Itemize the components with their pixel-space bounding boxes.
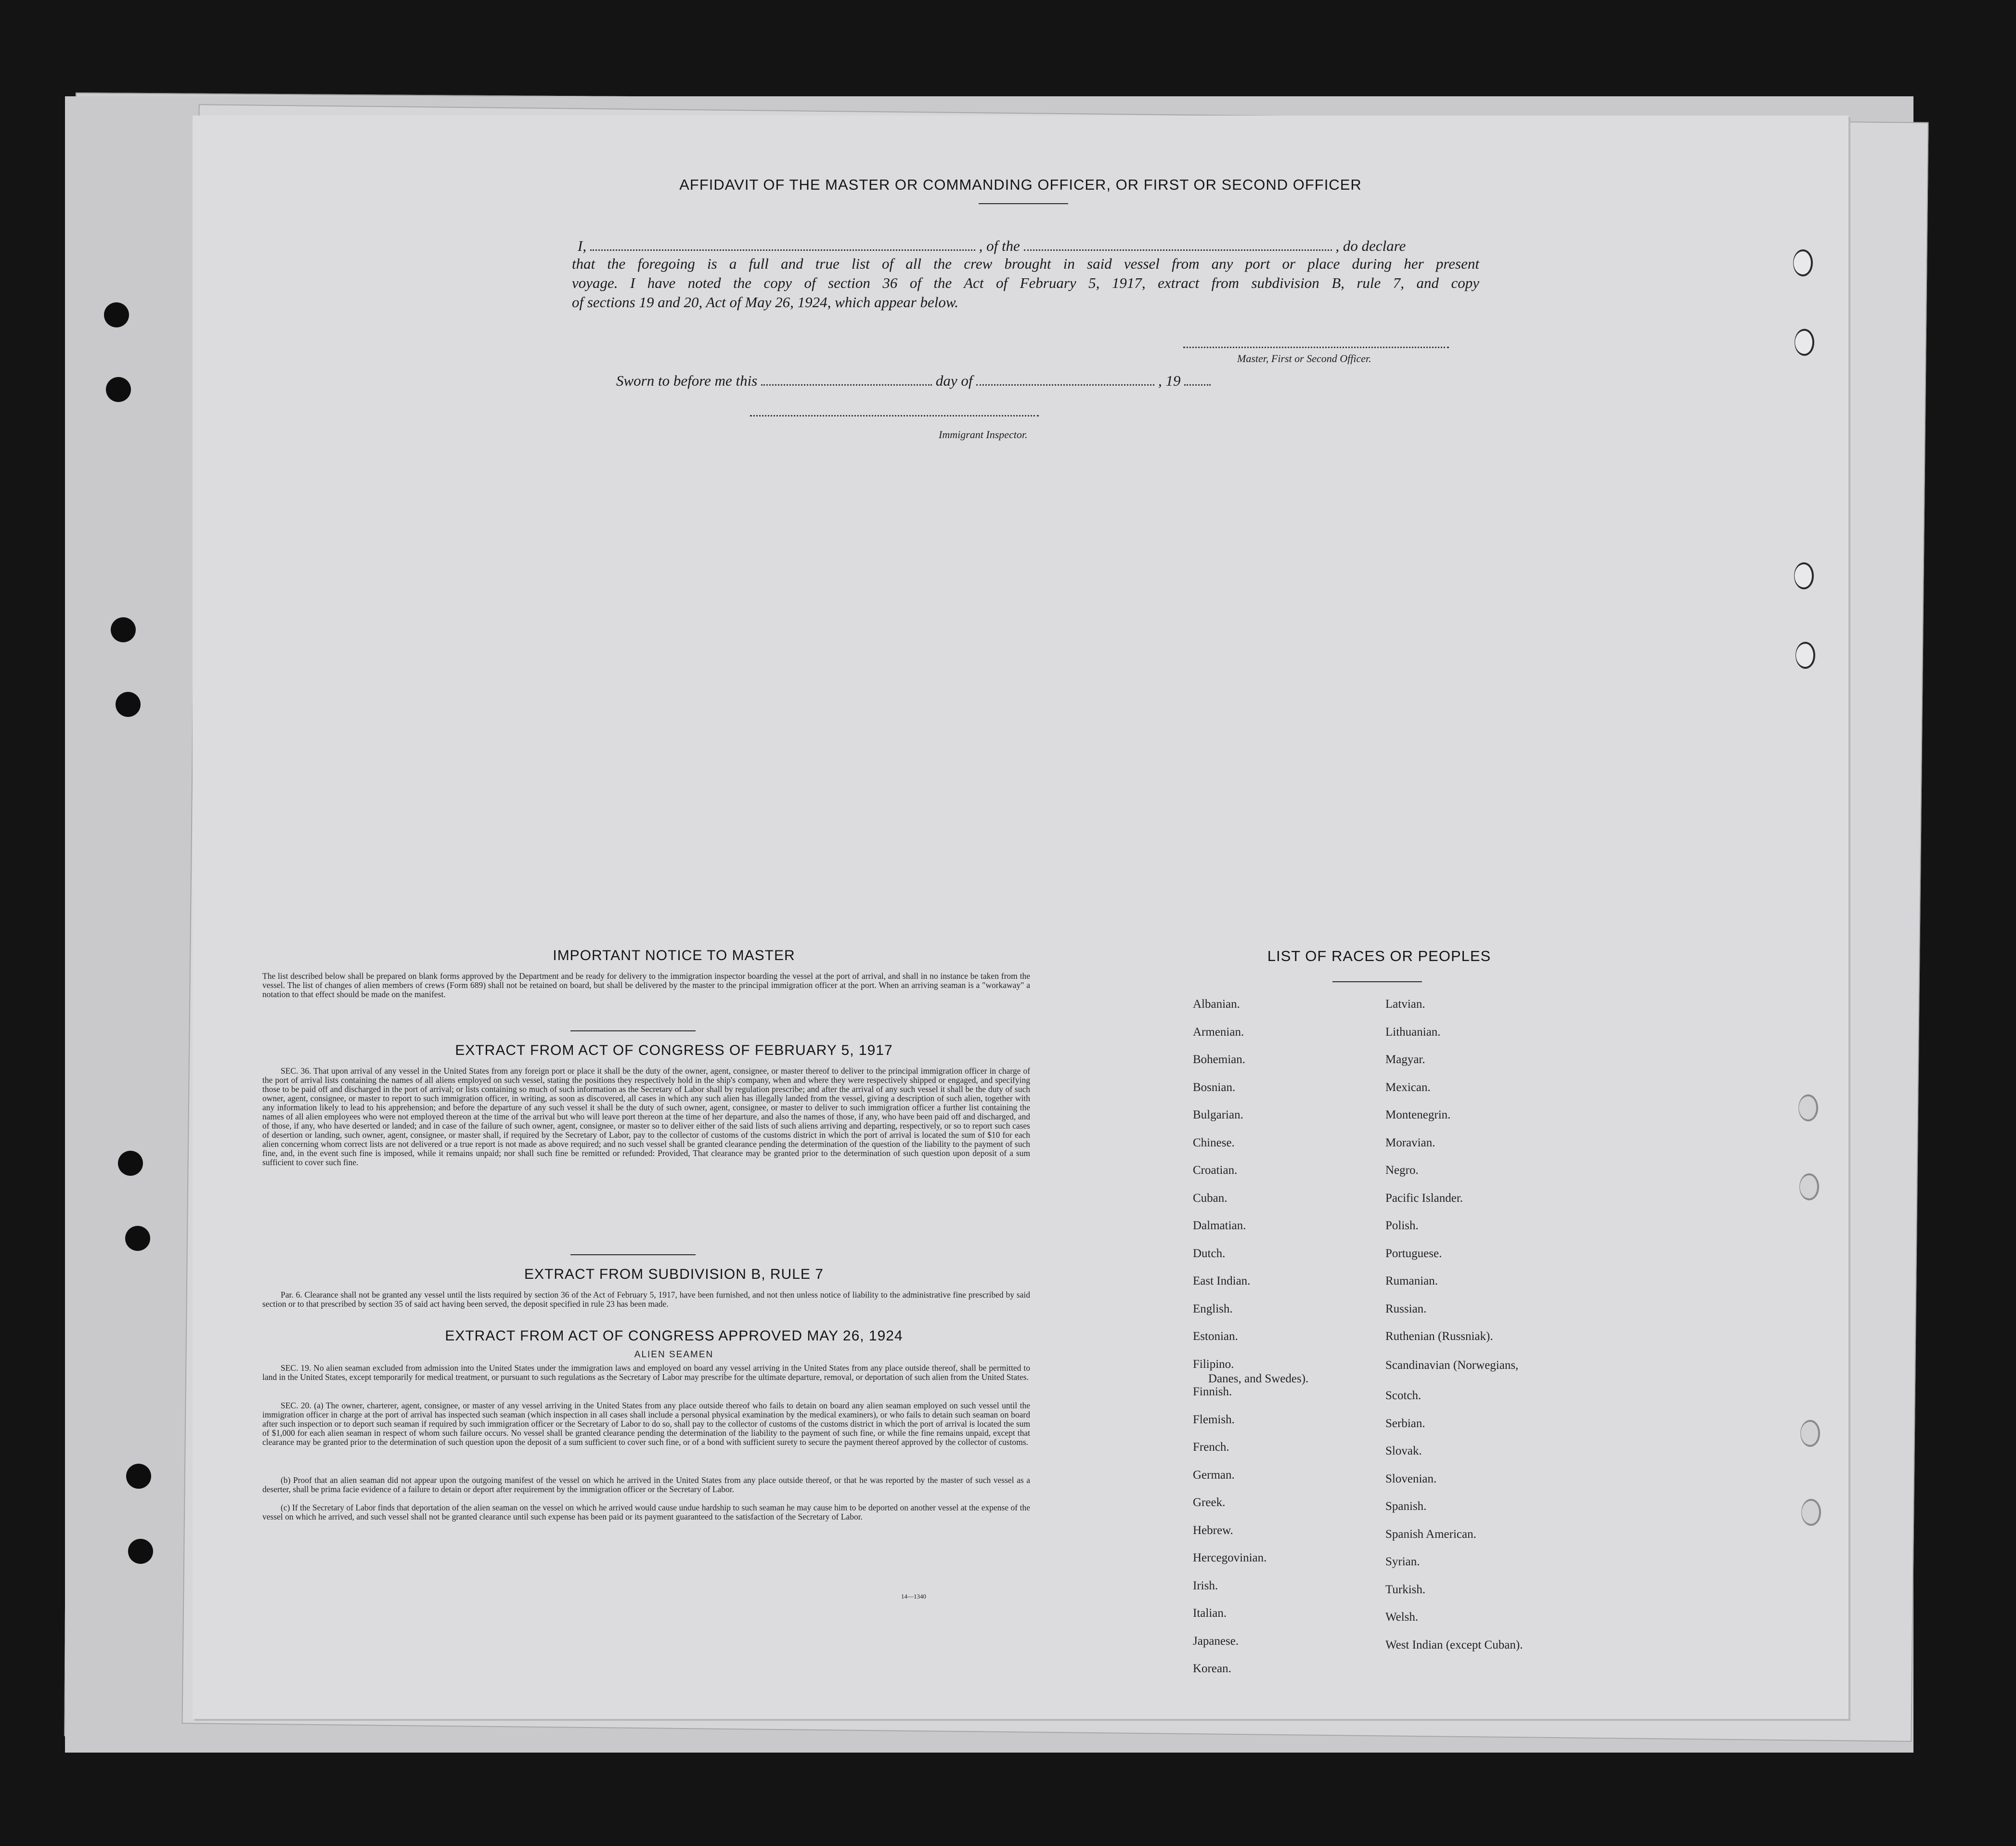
- race-item: Irish.: [1193, 1579, 1218, 1592]
- punch-hole: [111, 617, 136, 642]
- race-item: Mexican.: [1385, 1080, 1431, 1094]
- affidavit-page: [193, 116, 1848, 1719]
- race-item: Croatian.: [1193, 1164, 1238, 1177]
- affidavit-line4: of sections 19 and 20, Act of May 26, 1924, which appear below.: [572, 294, 959, 311]
- race-item: Moravian.: [1385, 1136, 1435, 1149]
- sec20a-body: SEC. 20. (a) The owner, charterer, agent, consignee, or master of any vessel arriving in the United States from any place outside thereof who fails to detain on board any alien seaman employed on such vessel until the immigration officer in charge at the port of arrival has inspected such seaman (which inspection in all cases shall include a personal physical examination by the medical examiners), or who fails to detain such seaman on board after such inspection or to deport such seaman if required by such immigration officer or the Secretary of Labor to do so, shall pay to the collector of customs of the customs district in which the port of arrival is located the sum of $1,000 for each alien seaman in respect of whom such failure occurs. No vessel shall be granted clearance pending the determination of the liability to the payment of such fine, or while the fine remains unpaid, except that clearance may be granted prior to the determination of such question upon the deposit of a sum sufficient to cover such fine, or of a bond with sufficient surety to secure the payment thereof approved by the collector of customs.: [262, 1401, 1030, 1447]
- officer-name-blank[interactable]: [590, 236, 975, 251]
- race-item: Spanish.: [1385, 1500, 1427, 1513]
- punch-hole: [126, 1464, 151, 1489]
- extract-rule7-title: EXTRACT FROM SUBDIVISION B, RULE 7: [524, 1266, 824, 1282]
- punch-hole: [104, 302, 129, 327]
- race-item: Magyar.: [1385, 1053, 1425, 1066]
- race-item: German.: [1193, 1468, 1235, 1482]
- race-item: Filipino.: [1193, 1357, 1234, 1371]
- affidavit-i-label: I,: [578, 237, 587, 254]
- punch-hole: [1794, 562, 1814, 589]
- punch-hole: [118, 1151, 143, 1176]
- race-item: Finnish.: [1193, 1385, 1232, 1398]
- punch-hole: [1800, 1420, 1820, 1447]
- sec20c-body: (c) If the Secretary of Labor finds that deportation of the alien seaman on the vessel on which he arrived would cause undue hardship to such seaman he may cause him to be deported on another vessel at the expense of the vessel on which he arrived, and such vessel shall not be granted clearance until such expense has been paid or its payment guaranteed to the satisfaction of the Secretary of Labor.: [262, 1503, 1030, 1521]
- race-item: Armenian.: [1193, 1025, 1244, 1039]
- affidavit-of-the-label: , of the: [979, 237, 1020, 254]
- race-item: Scotch.: [1385, 1389, 1422, 1402]
- sworn-month-blank[interactable]: [976, 371, 1154, 386]
- notice-body: The list described below shall be prepared on blank forms approved by the Department and be ready for delivery to the immigration inspector boarding the vessel at the port of arrival, and shall in no instance be taken from the vessel. The list of changes of alien members of crews (Form 689) shall not be retained on board, but shall be delivered by the master to the principal immigration officer at the port. When an arriving seaman is a "workaway" a notation to that effect should be made on the manifest.: [262, 971, 1030, 999]
- affidavit-line2: that the foregoing is a full and true list of all the crew brought in said vessel from any port or place during her present: [572, 255, 1479, 272]
- day-of-label: day of: [935, 372, 973, 389]
- race-item: Scandinavian (Norwegians,: [1385, 1358, 1519, 1372]
- punch-hole: [1795, 329, 1814, 356]
- sworn-line: [616, 371, 1211, 390]
- punch-hole: [128, 1539, 153, 1564]
- year-label: , 19: [1158, 372, 1181, 389]
- punch-hole: [1801, 1499, 1821, 1526]
- race-item: Slovenian.: [1385, 1472, 1437, 1485]
- vessel-name-blank[interactable]: [1024, 236, 1332, 251]
- race-item: Welsh.: [1385, 1611, 1419, 1624]
- race-item: Albanian.: [1193, 998, 1240, 1011]
- punch-hole: [1796, 642, 1815, 669]
- sec20b-body: (b) Proof that an alien seaman did not appear upon the outgoing manifest of the vessel on which he arrived in the United States from any place outside thereof, or that he was reported by the master of such vessel as a deserter, shall be prima facie evidence of a failure to detain or deport after requirement by the immigration officer or the Secretary of Labor.: [262, 1475, 1030, 1494]
- race-item: Latvian.: [1385, 998, 1425, 1011]
- notice-title: IMPORTANT NOTICE TO MASTER: [553, 948, 795, 963]
- race-item: East Indian.: [1193, 1274, 1251, 1287]
- sworn-day-blank[interactable]: [761, 371, 932, 386]
- title-rule: [979, 203, 1068, 204]
- race-item: English.: [1193, 1302, 1233, 1315]
- race-item: Portuguese.: [1385, 1247, 1442, 1260]
- race-item: West Indian (except Cuban).: [1385, 1638, 1523, 1651]
- punch-hole: [106, 377, 131, 402]
- race-item: Rumanian.: [1385, 1274, 1438, 1287]
- punch-hole: [1799, 1173, 1819, 1200]
- punch-hole: [125, 1226, 150, 1251]
- race-item: Dalmatian.: [1193, 1219, 1246, 1232]
- race-item: Flemish.: [1193, 1413, 1235, 1426]
- race-item: Montenegrin.: [1385, 1108, 1451, 1121]
- race-item: Italian.: [1193, 1607, 1227, 1620]
- race-item: Dutch.: [1193, 1247, 1226, 1260]
- race-item: Korean.: [1193, 1662, 1231, 1675]
- punch-hole: [1798, 1094, 1818, 1121]
- extract-1917-title: EXTRACT FROM ACT OF CONGRESS OF FEBRUARY 5, 1917: [455, 1042, 893, 1058]
- race-item: Polish.: [1385, 1219, 1419, 1232]
- race-item: Slovak.: [1385, 1444, 1422, 1457]
- officer-signature-line[interactable]: [1183, 347, 1449, 348]
- sworn-label: Sworn to before me this: [616, 372, 758, 389]
- race-item: Bohemian.: [1193, 1053, 1246, 1066]
- race-item: Hercegovinian.: [1193, 1551, 1267, 1564]
- race-item: Estonian.: [1193, 1330, 1238, 1343]
- races-rule: [1332, 981, 1422, 982]
- affidavit-title: AFFIDAVIT OF THE MASTER OR COMMANDING OFFICER, OR FIRST OR SECOND OFFICER: [679, 176, 1362, 193]
- race-item: Lithuanian.: [1385, 1025, 1441, 1039]
- section-rule: [570, 1254, 696, 1255]
- race-item: Bulgarian.: [1193, 1108, 1243, 1121]
- race-item: French.: [1193, 1441, 1229, 1454]
- race-item: Greek.: [1193, 1496, 1226, 1509]
- extract-1917-body: SEC. 36. That upon arrival of any vessel in the United States from any foreign port or place it shall be the duty of the owner, agent, consignee, or master thereof to deliver to the principal immigration officer in charge of the port of arrival lists containing the names of all aliens employed on such vessel, stating the positions they respectively hold in the ship's company, when and where they were respectively shipped or engaged, and specifying those to be paid off and discharged in the port of arrival; or lists containing so much of such information as the Secretary of Labor shall by regulation prescribe; and after the arrival of any such vessel it shall be the duty of such owner, agent, consignee, or master to report to such immigration officer, in writing, as soon as discovered, all cases in which any such alien has illegally landed from the vessel, giving a description of such alien, together with any information likely to lead to his apprehension; and before the departure of any such vessel it shall be the duty of such owner, agent, consignee, or master to deliver to such immigration officer a further list containing the names of all alien employees who were not employed thereon at the time of the arrival but who will leave port thereon at the time of her departure, and also the names of those, if any, who have been paid off and discharged, and of those, if any, who have deserted or landed; and in case of the failure of such owner, agent, consignee, or master so to deliver either of the said lists of such aliens arriving and departing, respectively, or so to report such cases of desertion or landing, such owner, agent, consignee, or master shall, if required by the Secretary of Labor, pay to the collector of customs of the customs district in which the port of arrival is located the sum of $10 for each alien concerning whom correct lists are not delivered or a true report is not made as above required; and no such vessel shall be granted clearance pending the determination of the question of the liability to the payment of such fine, and, in the event such fine is imposed, while it remains unpaid; nor shall such fine be remitted or refunded: Provided, That clearance may be granted prior to the determination of such question upon deposit of a sum sufficient to cover such fine.: [262, 1066, 1030, 1167]
- race-item: Danes, and Swedes).: [1208, 1372, 1309, 1385]
- inspector-signature-line[interactable]: [750, 415, 1039, 416]
- race-item: Pacific Islander.: [1385, 1191, 1463, 1205]
- race-item: Chinese.: [1193, 1136, 1235, 1149]
- race-item: Negro.: [1385, 1164, 1419, 1177]
- punch-hole: [116, 692, 141, 717]
- punch-hole: [1793, 249, 1813, 276]
- race-item: Spanish American.: [1385, 1527, 1476, 1541]
- race-item: Bosnian.: [1193, 1080, 1236, 1094]
- section-rule: [570, 1030, 696, 1031]
- races-title: LIST OF RACES OR PEOPLES: [1267, 948, 1491, 964]
- sec19-body: SEC. 19. No alien seaman excluded from admission into the United States under the immigration laws and employed on board any vessel arriving in the United States from any place outside thereof, shall be permitted to land in the United States, except temporarily for medical treatment, or pursuant to such regulations as the Secretary of Labor may prescribe for the ultimate departure, removal, or deportation of such alien from the United States.: [262, 1363, 1030, 1382]
- officer-caption: Master, First or Second Officer.: [1237, 352, 1371, 364]
- race-item: Ruthenian (Russniak).: [1385, 1330, 1493, 1343]
- race-item: Cuban.: [1193, 1191, 1228, 1205]
- extract-rule7-body: Par. 6. Clearance shall not be granted any vessel until the lists required by section 36 of the Act of February 5, 1917, have been furnished, and not then unless notice of liability to the administrative fine prescribed by said section or to that prescribed by section 35 of said act having been served, the deposit specified in rule 23 has been made.: [262, 1290, 1030, 1309]
- alien-seamen-subtitle: ALIEN SEAMEN: [634, 1350, 714, 1360]
- affidavit-line3: voyage. I have noted the copy of section 36 of the Act of February 5, 1917, extract from subdivision B, rule 7, and copy: [572, 274, 1479, 291]
- inspector-caption: Immigrant Inspector.: [939, 429, 1028, 441]
- form-number: 14—1340: [901, 1593, 926, 1600]
- race-item: Serbian.: [1385, 1417, 1425, 1430]
- race-item: Japanese.: [1193, 1634, 1239, 1648]
- affidavit-declare-label: , do declare: [1335, 237, 1406, 254]
- sworn-year-blank[interactable]: [1184, 371, 1211, 386]
- extract-1924-title: EXTRACT FROM ACT OF CONGRESS APPROVED MAY 26, 1924: [445, 1328, 903, 1344]
- race-item: Hebrew.: [1193, 1523, 1233, 1537]
- race-item: Russian.: [1385, 1302, 1427, 1315]
- race-item: Syrian.: [1385, 1555, 1420, 1568]
- affidavit-line1: [578, 236, 1406, 255]
- race-item: Turkish.: [1385, 1583, 1426, 1596]
